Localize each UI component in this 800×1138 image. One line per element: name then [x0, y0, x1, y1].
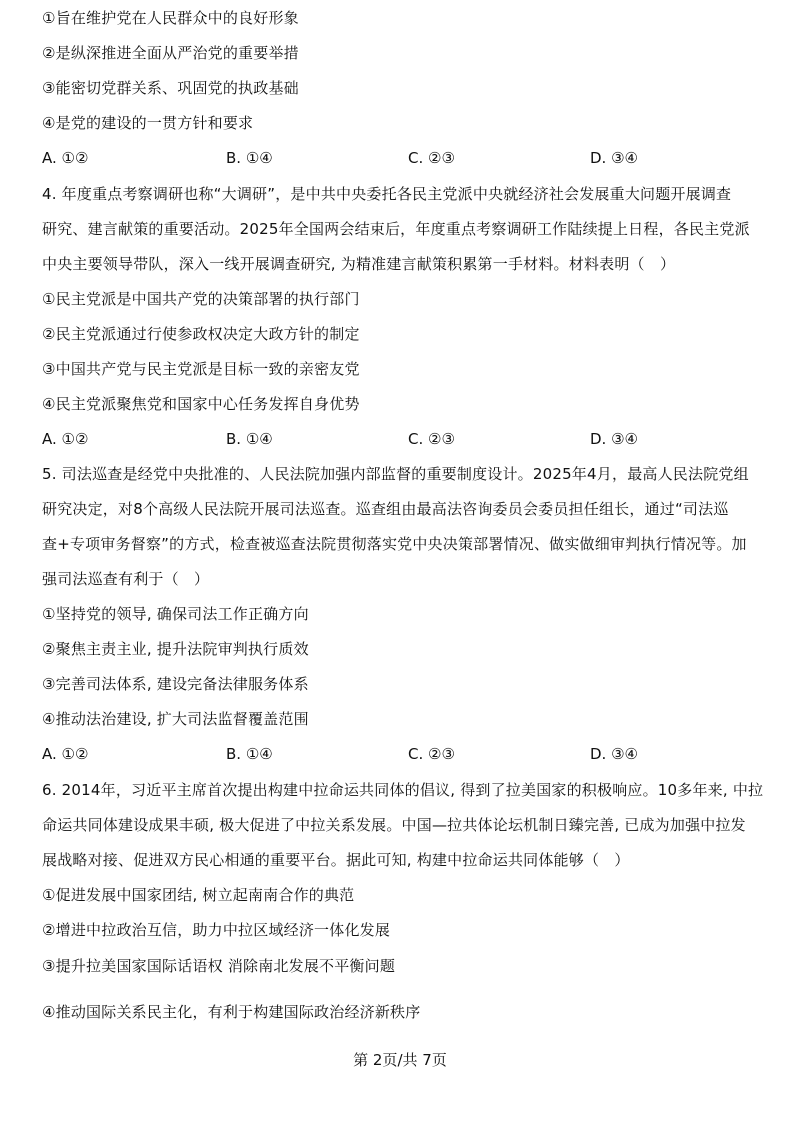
q5-stem-line-2: 研究决定，对8个高级人民法院开展司法巡查。巡查组由最高法咨询委员会委员担任组长，通过“司法巡 — [42, 500, 729, 518]
q6-item-2: ②增进中拉政治互信，助力中拉区域经济一体化发展 — [42, 921, 391, 939]
q3-item-3: ③能密切党群关系、巩固党的执政基础 — [42, 79, 299, 97]
q4-option-a: A. ①② — [42, 430, 89, 448]
q3-option-a: A. ①② — [42, 149, 89, 167]
q4-item-2: ②民主党派通过行使参政权决定大政方针的制定 — [42, 325, 360, 343]
q6-stem-line-2: 命运共同体建设成果丰硕, 极大促进了中拉关系发展。中国—拉共体论坛机制日臻完善, 已成为加强中拉发 — [42, 816, 746, 834]
q4-option-c: C. ②③ — [408, 430, 455, 448]
q5-stem-line-1: 5. 司法巡查是经党中央批准的、人民法院加强内部监督的重要制度设计。2025年4月，最高人民法院党组 — [42, 465, 749, 483]
q5-item-4: ④推动法治建设, 扩大司法监督覆盖范围 — [42, 710, 309, 728]
q5-item-1: ①坚持党的领导, 确保司法工作正确方向 — [42, 605, 309, 623]
q5-stem-line-3: 查+专项审务督察”的方式，检查被巡查法院贯彻落实党中央决策部署情况、做实做细审判执行情况等。加 — [42, 535, 747, 553]
q5-stem-line-4: 强司法巡查有利于（ ） — [42, 570, 210, 588]
q6-item-4: ④推动国际关系民主化，有利于构建国际政治经济新秩序 — [42, 1003, 421, 1021]
q4-item-1: ①民主党派是中国共产党的决策部署的执行部门 — [42, 290, 360, 308]
q3-option-d: D. ③④ — [590, 149, 638, 167]
q5-option-c: C. ②③ — [408, 745, 455, 763]
q4-item-3: ③中国共产党与民主党派是目标一致的亲密友党 — [42, 360, 360, 378]
q6-stem-line-1: 6. 2014年，习近平主席首次提出构建中拉命运共同体的倡议, 得到了拉美国家的积极响应。10多年来, 中拉 — [42, 781, 764, 799]
page-number: 第 2页/共 7页 — [353, 1051, 447, 1069]
q6-stem-line-3: 展战略对接、促进双方民心相通的重要平台。据此可知, 构建中拉命运共同体能够（ ） — [42, 851, 630, 869]
q3-option-b: B. ①④ — [226, 149, 273, 167]
q5-option-b: B. ①④ — [226, 745, 273, 763]
q4-stem-line-1: 4. 年度重点考察调研也称“大调研”，是中共中央委托各民主党派中央就经济社会发展重大问题开展调查 — [42, 185, 732, 203]
q3-option-c: C. ②③ — [408, 149, 455, 167]
q5-option-a: A. ①② — [42, 745, 89, 763]
q6-item-3: ③提升拉美国家国际话语权 消除南北发展不平衡问题 — [42, 957, 396, 975]
q3-item-1: ①旨在维护党在人民群众中的良好形象 — [42, 9, 299, 27]
q4-item-4: ④民主党派聚焦党和国家中心任务发挥自身优势 — [42, 395, 360, 413]
q4-option-d: D. ③④ — [590, 430, 638, 448]
q4-options — [42, 429, 762, 449]
q4-option-b: B. ①④ — [226, 430, 273, 448]
q4-stem-line-2: 研究、建言献策的重要活动。2025年全国两会结束后，年度重点考察调研工作陆续提上日程，各民主党派 — [42, 220, 750, 238]
q5-item-2: ②聚焦主责主业, 提升法院审判执行质效 — [42, 640, 309, 658]
q6-item-1: ①促进发展中国家团结, 树立起南南合作的典范 — [42, 886, 355, 904]
q5-option-d: D. ③④ — [590, 745, 638, 763]
q3-options — [42, 148, 762, 168]
q3-item-2: ②是纵深推进全面从严治党的重要举措 — [42, 44, 299, 62]
q5-item-3: ③完善司法体系, 建设完备法律服务体系 — [42, 675, 309, 693]
q5-options — [42, 744, 762, 764]
q3-item-4: ④是党的建设的一贯方针和要求 — [42, 114, 254, 132]
q4-stem-line-3: 中央主要领导带队，深入一线开展调查研究, 为精准建言献策积累第一手材料。材料表明（ ） — [42, 255, 676, 273]
